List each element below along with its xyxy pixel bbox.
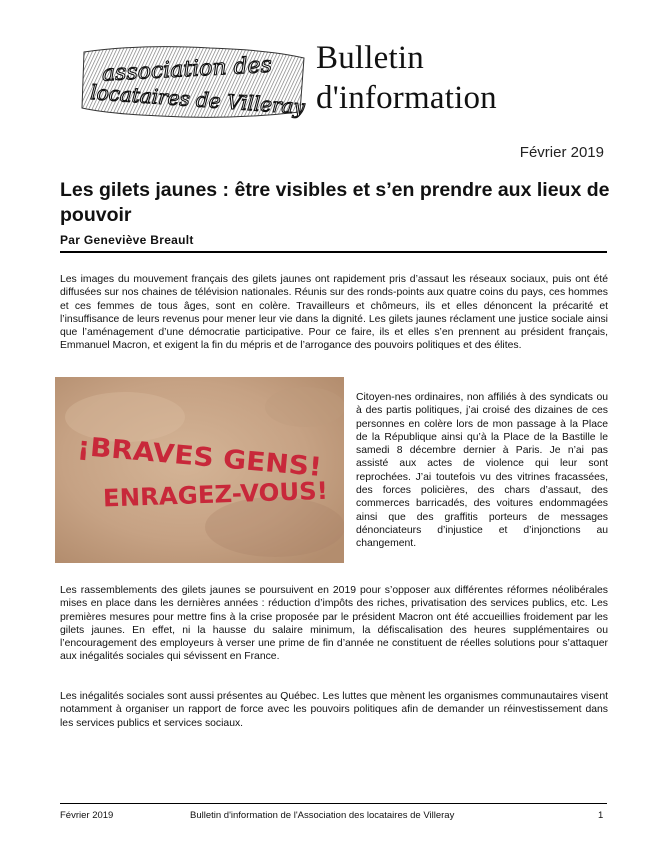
graffiti-line1: ¡BRAVES GENS! xyxy=(76,431,306,482)
article-paragraph-side: Citoyen-nes ordinaires, non affiliés à des syndicats ou à des partis politiques, j’ai croisé des dizaines de ces personnes en colère lors de mon passage à la Place de la République ainsi qu’à la Place de la Bastille le samedi 8 décembre dernier à Paris. Je n’ai pas assisté aux actes de violence qui leur sont reprochées. J’ai toutefois vu des vitrines fracassées, des forces policières, des chars d’assaut, des commerces barricadés, des voitures endommagées ainsi que des graffitis porteurs de messages dénonciateurs d’injustice et d’injonctions au changement. xyxy=(356,392,608,550)
article-paragraph-3: Les inégalités sociales sont aussi présentes au Québec. Les luttes que mènent les organismes communautaires visent notamment à organiser un rapport de force avec les pouvoirs politiques afin de demander un réinvestissement dans les services publics et services sociaux. xyxy=(60,691,608,729)
logo-line2: locataires de Villeray xyxy=(89,80,306,119)
article-byline: Par Geneviève Breault xyxy=(60,233,194,247)
graffiti-line2: ENRAGEZ-VOUS! xyxy=(102,476,325,513)
footer-date: Février 2019 xyxy=(60,810,114,821)
headline-divider xyxy=(60,251,607,253)
article-paragraph-1: Les images du mouvement français des gilets jaunes ont rapidement pris d’assaut les réseaux sociaux, puis ont été diffusées sur nos chaines de télévision nationales. Réunis sur des ronds-points aux quatre coins du pays, ces hommes et ces femmes de tous âges, sont en colère. Travailleurs et chômeurs, ils et elles dénoncent la précarité et l’insuffisance de leurs revenus pour mener leur vie dans la dignité. Les gilets jaunes réclament une justice sociale ainsi que l’aménagement d’une démocratie participative. Pour ce faire, ils et elles s’en prennent au président français, Emmanuel Macron, et exigent la fin du mépris et de l’arrogance des pouvoirs politiques et des élites. xyxy=(60,274,608,352)
article-headline: Les gilets jaunes : être visibles et s’en prendre aux lieux de pouvoir xyxy=(60,179,610,226)
footer-publication: Bulletin d'information de l'Association des locataires de Villeray xyxy=(190,810,455,821)
logo-line1: association des xyxy=(101,52,273,87)
title-line2: d'information xyxy=(316,80,497,116)
graffiti-photo xyxy=(55,377,344,563)
issue-date: Février 2019 xyxy=(519,144,604,161)
footer-page-number: 1 xyxy=(598,810,604,821)
bulletin-title xyxy=(316,38,497,118)
article-paragraph-2: Les rassemblements des gilets jaunes se poursuivent en 2019 pour s’opposer aux différentes réformes néolibérales mises en place dans les dernières années : réduction d’impôts des riches, privatisation des services publics, etc. Les premières mesures pour mettre fins à la crise proposée par le président Macron ont été accueillies froidement par les gilets jaunes. En effet, ni la hausse du salaire minimum, la défiscalisation des heures supplémentaires ou l’encouragement des employeurs à verser une prime de fin d’année ne constituent de réelles solutions pour s’attaquer aux inégalités sociales qui sévissent en France. xyxy=(60,585,608,663)
title-line1: Bulletin xyxy=(316,40,424,76)
association-logo xyxy=(80,42,308,122)
footer-divider xyxy=(60,803,607,804)
